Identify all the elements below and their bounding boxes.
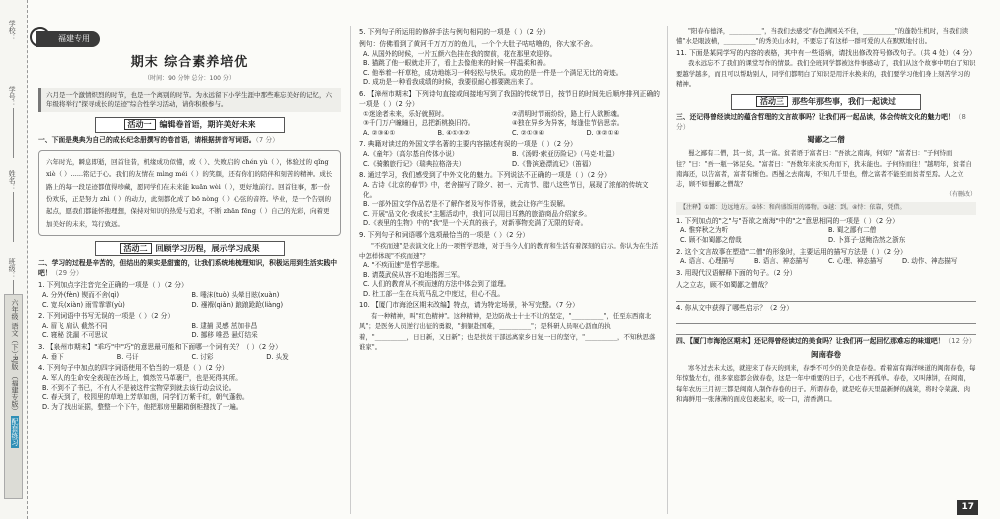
classical-text-title: 蜀鄙之二僧: [807, 135, 845, 145]
example-sentence: 例句：仿佛看到了黄河千万万万的鱼儿，一个个大肚子咕咕噜的，你大家不舍。: [359, 39, 597, 48]
option-item[interactable]: C. 春天到了，校园里的草地上芳草如茵，同学们万紫千红，朝气蓬勃。: [42, 393, 249, 402]
option-item[interactable]: A. ②③④①: [363, 128, 396, 137]
sub-question-stem: 2. 下列词语中书写无误的一项是（ ）（2 分）: [38, 312, 175, 321]
question-six-stem: 6. 【漳州市期末】下列诗句直接或间接地写到了我国的传统节日，按节日的时间先后顺序排列正确的一项是（ ）（2 分）: [359, 89, 660, 108]
activity-tag: 活动一: [124, 119, 156, 130]
question-nine-stem: 9. 下列句子和词语哪个选项最恰当的一项是（ ）（2 分）: [359, 230, 530, 239]
question-eight-stem: 8. 通过学习，我们感受到了中外文化的魅力。下列说法不正确的一项是（ ）（2 分）: [359, 171, 611, 180]
option-item[interactable]: C. ②①③④: [512, 128, 545, 137]
source-note: （有删改）: [945, 191, 976, 199]
column-left: [30, 0, 347, 519]
spine-edition: （福建专版）: [11, 372, 19, 415]
binding-margin: [0, 0, 28, 519]
intro-text: 六月是一个激情炽烈的时节，也是一个离别的时节。为永远留下小学生涯中那些难忘美好的记忆，六年级将举行"探寻成长的足迹"综合性学习活动，请你积极参与。: [38, 88, 341, 113]
sub-question-stem: 1. 下列加点的"之"与"吾欲之南海"中的"之"意思相同的一项是（ ）（2 分）: [676, 216, 899, 225]
poem-lines: [359, 110, 661, 129]
question-nine-quote: "不疾而速"是表演文化上的一项哲学思维，对于当今人们的教育和生活有着深刻的启示。你认为在生活中怎样体现"不疾而速"？: [359, 241, 659, 260]
section-three-stem: [676, 113, 976, 133]
answer-line[interactable]: [676, 315, 976, 324]
option-item[interactable]: D. 襁褓(qiǎn) 踉踉跄跄(liàng): [191, 300, 284, 309]
option-item[interactable]: C. 人们的教育从不疾而速的方法中体会到了道理。: [363, 280, 511, 289]
sub-question-stem: 2. 这个文言故事在塑造"二僧"的形象时，主要运用的描写方法是（ ）（2 分）: [676, 247, 907, 256]
option-item[interactable]: C. 开展"品文化·我成长"主题活动中，我们可以用目耳熟的旅游商品介绍家乡。: [363, 209, 591, 218]
question-points: （12 分）: [944, 337, 976, 346]
classical-text-body: 蜀之鄙有二僧，其一贫，其一富。贫者语于富者曰："吾欲之南海，何如？"富者曰："子何恃而往？"曰："吾一瓶一钵足矣。"富者曰："吾数年来欲买舟而下，犹未能也。子何恃而往！"越明年，贫者自南海还，以告富者，富者有惭色。西蜀之去南海，不知几千里也，僧之富者不能至而贫者至焉。人之立志，顾不如蜀鄙之僧哉？: [676, 149, 972, 188]
id-label: 学号：: [8, 86, 17, 107]
option-item[interactable]: B. 请蔑武侯从容不迫地指挥三军。: [363, 270, 465, 279]
name-line: [13, 192, 14, 242]
option-item[interactable]: D. 卜算子·送鲍浩然之浙东: [828, 236, 906, 245]
poem-line: ④独在异乡为异客，每逢佳节倍思亲。: [512, 119, 624, 128]
option-list: [38, 374, 341, 412]
option-item[interactable]: D. ③②①④: [586, 128, 620, 137]
option-list: [359, 50, 661, 88]
option-item[interactable]: A. 眉飞 肩认 截然不同: [42, 321, 108, 330]
option-item[interactable]: B. 猫跳了他一眼就走开了，看上去像他来的时候一样温柔和善。: [363, 59, 550, 68]
option-item[interactable]: D. 杜工部一生在兵荒马乱之中度过，但心不乱。: [363, 289, 505, 298]
question-eleven-body[interactable]: 我永远忘不了我们的课堂写作的情景。我们全班同学都被这件事感动了，我们从这个故事中明白了知识要越学越多，而且可以帮助别人，同学们都明白了知识是用汗水换来的，我们要学习他们身上刻苦学习的精神。: [676, 59, 976, 88]
question-eleven-stem: 11. 下面是某同学写的内容的表格，其中有一些语病，请找出修改符号修改句子。（共 4 处）（4 分）: [676, 48, 976, 57]
option-item[interactable]: C. 顾不如蜀鄙之僧哉: [680, 236, 742, 245]
option-list: [359, 150, 661, 169]
question-stem: 一、下面是奥典为自己的成长纪念册撰写的卷首语，请根据拼音写词语。: [38, 135, 256, 144]
activity-title: 回顾学习历程，展示学习成果: [155, 243, 260, 253]
option-item[interactable]: A. 惟弈秋之为听: [680, 226, 729, 235]
option-item[interactable]: D.《鲁滨逊漂流记》（笛福）: [512, 159, 595, 168]
option-list: [359, 129, 661, 139]
option-item[interactable]: D. 头发: [266, 352, 289, 361]
spine-series: 配套练习: [11, 418, 19, 447]
continued-fill-text[interactable]: "阳春布德泽，__________"，当我们去感受"春色满园关不住，__________"的蓬勃生机时，当我们读懂"水是眼波横，__________"的秀美山水时，不要忘了有这样一群可爱的人在默默地付出。: [676, 27, 969, 46]
option-item[interactable]: C. 心理、神态描写: [828, 257, 883, 266]
answer-line[interactable]: [676, 293, 976, 302]
question-two: [38, 259, 341, 279]
option-item[interactable]: D. 为了找出证据，整整一个下午，他把那房里翻箱倒柜搜找了一遍。: [42, 402, 243, 411]
reading-title: 闽南春卷: [811, 350, 841, 360]
activity-one-header: [95, 117, 285, 133]
option-list: [359, 261, 661, 299]
poem-line: ③千门万户瞳瞳日，总把新桃换旧符。: [363, 119, 475, 128]
option-item[interactable]: B.《汤姆·索亚历险记》（马克·吐温）: [512, 150, 619, 159]
column-right: [670, 0, 980, 519]
pinyin-passage[interactable]: 六年时光，瞬息即逝，回首往昔，机缘成功似懂，或（ ）、失败启的 chén yù（ ），体验过的 qǐng xiè（ ）......铭记于心。我们的友情在 mìng méi（ ）的笑颜，还有你们的陪伴和刻苦的精神。成长路上的每一段足迹都值得珍藏，愿同学们在未来能 kuān wèi（ ），更好地前行。回首往事，那一份份欢乐，正是努力 zhì（ ）的动力，此刻都化成了 bō nòng（ ）心弦的音符。毕业，是一个告别的起点，愿我们都能怀抱理想，保持对知识的热爱与追求，不断 zhān fēng（ ）自己的光彩，向着更加美好的未来，笃行致远。: [38, 150, 341, 236]
activity-title: 编辑卷首语，期许美好未来: [159, 120, 256, 130]
option-item[interactable]: B. 逮捕 灵感 茁加非昌: [191, 321, 258, 330]
activity-three-header: [731, 94, 921, 110]
option-item[interactable]: C.《骑鹅旅行记》（瑞典拉格洛夫）: [363, 159, 466, 168]
option-item[interactable]: A. 垂下: [42, 352, 64, 361]
sub-question-stem: 1. 下列加点字注音完全正确的一项是（ ）（2 分）: [38, 281, 188, 290]
option-item[interactable]: A. 语言、心理描写: [680, 257, 735, 266]
page-number: 17: [957, 500, 978, 515]
option-item[interactable]: B. 弓讦: [116, 352, 139, 361]
option-item[interactable]: B. ④①③②: [437, 128, 470, 137]
option-list: [38, 291, 341, 310]
question-ten-body[interactable]: 有一种精神，叫"红色精神"。这种精神，是边防战士十士不让的坚定，"__________"，任至东西南北风"；是医务人员逆行出征的勇毅，"捐躯赴国难，__________"；是科研人员呕心沥血的执着，"__________，日日新，又日新"；也是扶贫干部远离家乡日复一日的坚守，"__________，不知秋思落谁家"。: [359, 312, 656, 351]
answer-line[interactable]: [676, 326, 976, 335]
sub-question-stem: 3. 用现代汉语解释下面的句子。（2 分）: [676, 268, 797, 277]
option-item[interactable]: C. 他举着一杆草枪，成功地练习一种轻松与快乐。成功的是一件是一个满足无比的奇迹。: [363, 68, 623, 77]
sub-question-stem: 4. 你从文中获得了哪些启示？（2 分）: [676, 303, 794, 312]
option-item[interactable]: D. 成功是一种看我成绩的时候，我要很耐心都要跳出来了。: [363, 78, 538, 87]
section-four-stem: [676, 337, 976, 347]
option-item[interactable]: B. 蜀之鄙有二僧: [828, 226, 877, 235]
region-badge: 福建专用: [36, 31, 100, 47]
question-stem: 二、学习的过程是辛苦的，但结出的果实是甜蜜的，让我们系统地梳理知识，积极运用到生活实践中吧！: [38, 259, 338, 278]
question-ten-stem: 10. 【厦门市海沧区期末改编】特点，请为特定场景，补写完整。（7 分）: [359, 301, 579, 310]
column-middle: [353, 0, 665, 519]
option-list: [359, 181, 661, 229]
translate-sentence: 人之立志，顾不如蜀鄙之僧哉？: [676, 280, 772, 289]
column-divider: [667, 26, 668, 514]
option-list: [676, 257, 976, 267]
sub-question-stem: 3. 【泉州市期末】"乖巧"中"巧"的意思最可能和下面哪一个词有关？（ ）（2 分）: [38, 343, 282, 352]
exam-meta: （时间：90 分钟 总分：100 分）: [144, 74, 235, 82]
question-stem: 四、【厦门市海沧区期末】还记得曾经读过的美食吗？让我们再一起回忆那难忘的味道吧！: [676, 337, 945, 346]
id-line: [13, 108, 14, 158]
option-item[interactable]: A. 从国外的时候，一片五颜六色挂在我的窗前，花在那里欢迎你。: [363, 49, 557, 58]
school-label: 学校：: [8, 20, 17, 41]
class-label: 班级：: [8, 258, 17, 279]
option-item[interactable]: D.《表里的生物》中的"我"是一个天真的孩子，对新事物充满了无限的好奇。: [363, 219, 588, 228]
column-divider: [350, 26, 351, 514]
question-points: （7 分）: [255, 135, 279, 144]
option-item[interactable]: A.《童年》（高尔基自传体小说）: [363, 150, 459, 159]
activity-two-header: [95, 241, 285, 257]
option-list: [676, 226, 976, 245]
option-item[interactable]: B. 一部外国文学作品若是不了解作者及写作背景，就会让你产生误解。: [363, 200, 570, 209]
spine-label: [4, 294, 23, 499]
poem-line: ①迷途者未来，乐好就照时。: [363, 109, 449, 118]
option-item[interactable]: A. 军人的生命安全表现在沙场上，慎然笠马革裹尸，也是死得其所。: [42, 374, 242, 383]
option-item[interactable]: B. 唾沫(tuò) 头晕目眩(xuàn): [191, 291, 280, 299]
reading-body: 寒冬过去未太远，就迎来了春天的到来，春季不可少的美食是春卷。看着富有海洋味道的闽南春卷，每年惊蛰左右，很多家庭都会做春卷，这是一年中重要的日子，心也不再孤单。春卷，又叫薄饼，在闽南，每年农历三月初三都是闽南人制作春卷的日子。所谓春卷，就是吃春天里最新鲜的蔬菜，将时令菜蔬、肉和海鲜用一张薄薄的面皮包裹起来，咬一口，清香满口。: [676, 364, 976, 403]
option-item[interactable]: D. 动作、神态描写: [902, 257, 958, 266]
question-stem: 三、还记得曾经读过的蕴含哲理的文言故事吗？让我们再一起品读，体会传统文化的魅力吧！: [676, 112, 955, 121]
option-list: [38, 353, 341, 363]
spine-grade: 六年级 语文（下）·RJ版: [11, 299, 19, 370]
option-item[interactable]: C. 宽兵(xiàn) 雨雪霏霏(yù): [42, 300, 125, 309]
option-item[interactable]: D. 挪移 唯恐 悬灯结采: [191, 331, 258, 340]
option-item[interactable]: B. 不到不了书已，不有人不是被这件宝物穿到就去该行动会议论。: [42, 383, 236, 392]
page-title: 期末 综合素养培优: [130, 55, 249, 70]
question-points: （8 分）: [676, 112, 966, 131]
option-item[interactable]: A. 分外(fèn) 锲而不舍(qì): [42, 291, 120, 299]
question-points: （29 分）: [51, 269, 83, 278]
question-five-stem: 5. 下列句子所运用的修辞手法与例句相同的一项是（ ）（2 分）: [359, 28, 550, 36]
option-list: [38, 322, 341, 341]
activity-tag: 活动二: [120, 243, 152, 254]
activity-title: 那些年那些事，我们一起读过: [792, 97, 896, 107]
option-item[interactable]: C. 寝秘 洗漏 不可思议: [42, 331, 108, 340]
option-item[interactable]: A. "不疾而速"是哲学思维。: [363, 261, 444, 270]
activity-tag: 活动三: [756, 96, 788, 107]
option-item[interactable]: A. 古诗《北京的春节》中，老舍描写了除夕、初一、元宵节、腊八这些节日，展现了浓郁的传统文化。: [363, 180, 649, 199]
annotation-note: 【注释】①鄙：边远地方。②钵：和尚盛饭用的器物。③越：到。④恃：依靠，凭借。: [676, 202, 976, 215]
question-seven-stem: 7. 典籍对读过的外国文学名著的主要内容描述有误的一项是（ ）（2 分）: [359, 140, 577, 149]
sub-question-stem: 4. 下列句子中加点的四字词语使用不恰当的一项是（ ）（2 分）: [38, 364, 229, 373]
name-label: 姓名：: [8, 170, 17, 191]
poem-line: ②清明时节雨纷纷，路上行人欲断魂。: [512, 109, 624, 118]
question-one: [38, 136, 341, 146]
option-item[interactable]: B. 语言、神态描写: [754, 257, 809, 266]
option-item[interactable]: C. 讨彩: [191, 352, 214, 361]
